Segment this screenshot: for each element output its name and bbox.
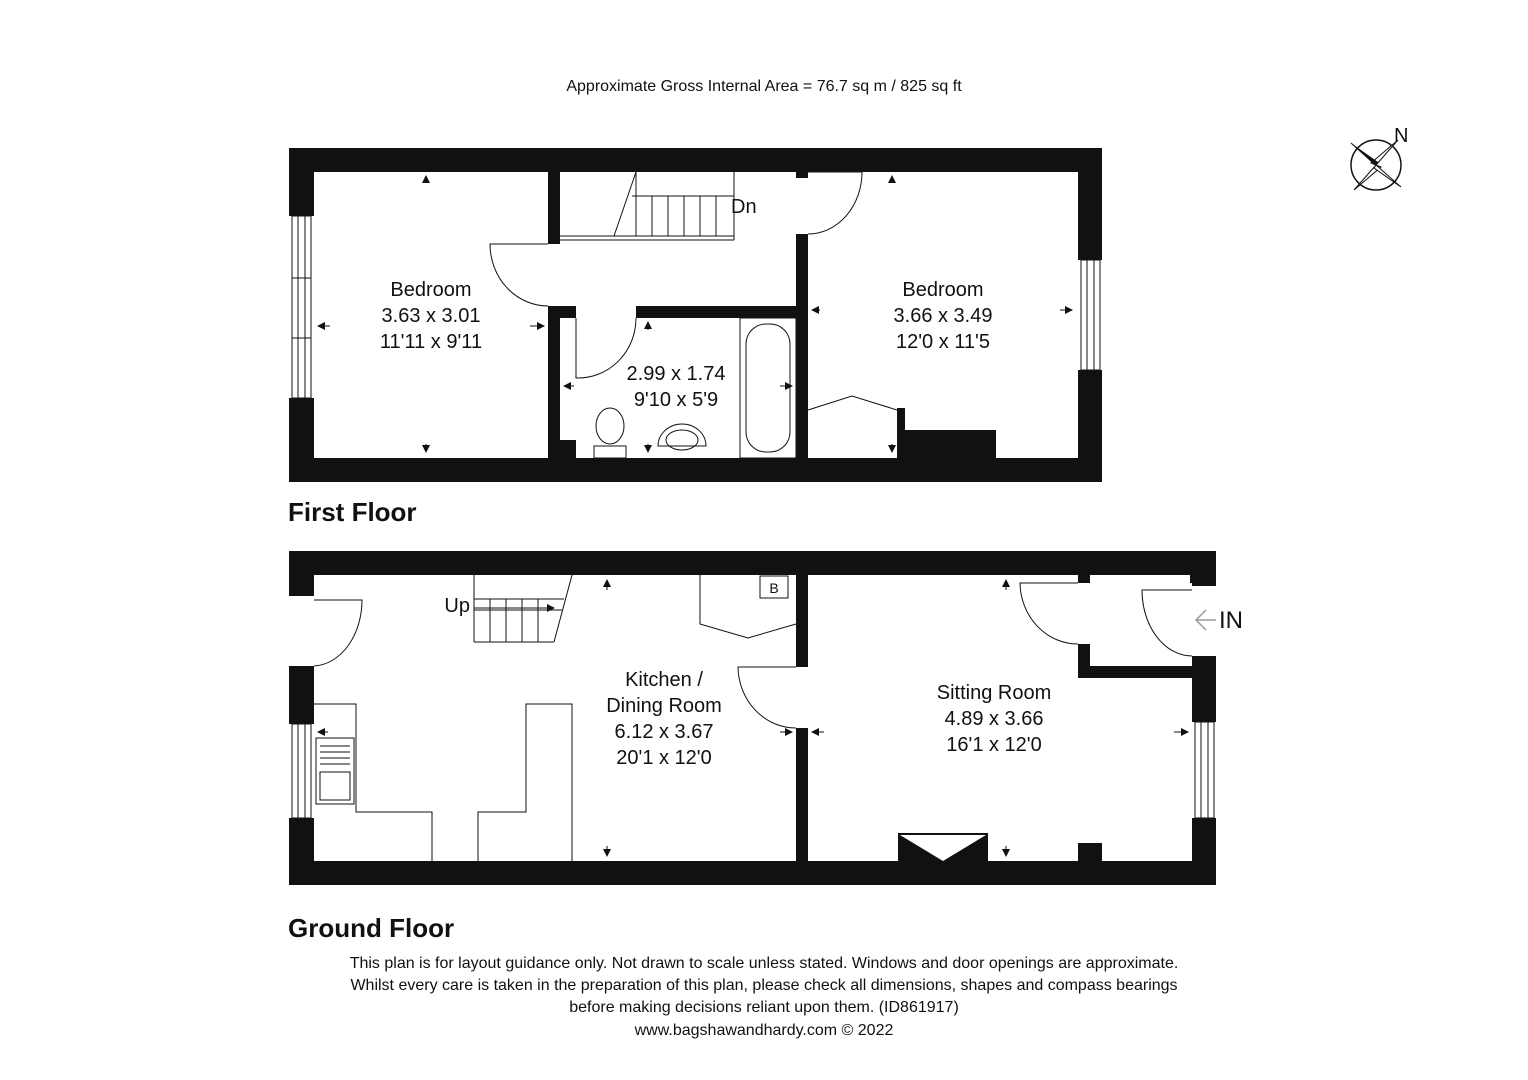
stairs-down-label: Dn [731,196,757,218]
window-icon [1081,260,1100,370]
window-icon [292,724,311,818]
toilet-icon [594,408,626,458]
ground-floor-plan [289,551,1243,885]
first-floor-plan [289,148,1102,482]
sitting-room-name: Sitting Room [936,682,1052,704]
kitchen-imperial: 20'1 x 12'0 [616,747,712,769]
disclaimer-line-2: Whilst every care is taken in the preparation of this plan, please check all dimensions, shapes and compass bearings [350,977,1178,994]
bathroom-metric: 2.99 x 1.74 [626,363,726,385]
kitchen-metric: 6.12 x 3.67 [614,721,714,743]
bathtub-icon [740,318,796,458]
boiler-label: B [769,580,779,596]
bedroom-left-imperial: 11'11 x 9'11 [379,331,483,353]
compass-north-label: N [1394,125,1409,147]
bedroom-left-metric: 3.63 x 3.01 [381,305,481,327]
sitting-room-imperial: 16'1 x 12'0 [946,734,1042,756]
bedroom-right-imperial: 12'0 x 11'5 [895,331,991,353]
bedroom-left-name: Bedroom [390,279,472,301]
disclaimer-line-3: before making decisions reliant upon them. (ID861917) [569,999,959,1016]
bedroom-right-name: Bedroom [902,279,984,301]
cupboard-icon [700,575,796,638]
bedroom-right-metric: 3.66 x 3.49 [893,305,993,327]
first-floor-title: First Floor [288,497,417,527]
dimension-arrows [318,580,1188,856]
website-copyright: www.bagshawandhardy.com © 2022 [634,1022,894,1039]
sitting-room-metric: 4.89 x 3.66 [944,708,1044,730]
gross-area-text: Approximate Gross Internal Area = 76.7 sq m / 825 sq ft [566,78,962,95]
kitchen-name-line2: Dining Room [606,695,722,717]
entrance-label: IN [1219,607,1243,634]
ground-floor-title: Ground Floor [288,913,455,943]
entrance-arrow-icon [1196,610,1216,630]
window-icon [292,216,311,398]
disclaimer-line-1: This plan is for layout guidance only. Not drawn to scale unless stated. Windows and door openings are approximate. [349,955,1179,972]
compass-icon [1351,140,1401,190]
fireplace-icon [898,833,988,861]
bathroom-imperial: 9'10 x 5'9 [633,389,719,411]
wardrobe-icon [808,396,897,410]
staircase-icon [560,172,734,240]
kitchen-name-line1: Kitchen / [625,669,703,691]
kitchen-sink-icon [316,738,354,804]
sink-icon [658,424,706,450]
worktop-icon [314,704,572,861]
window-icon [1195,722,1214,818]
staircase-icon [474,575,572,642]
stairs-up-label: Up [444,595,470,617]
